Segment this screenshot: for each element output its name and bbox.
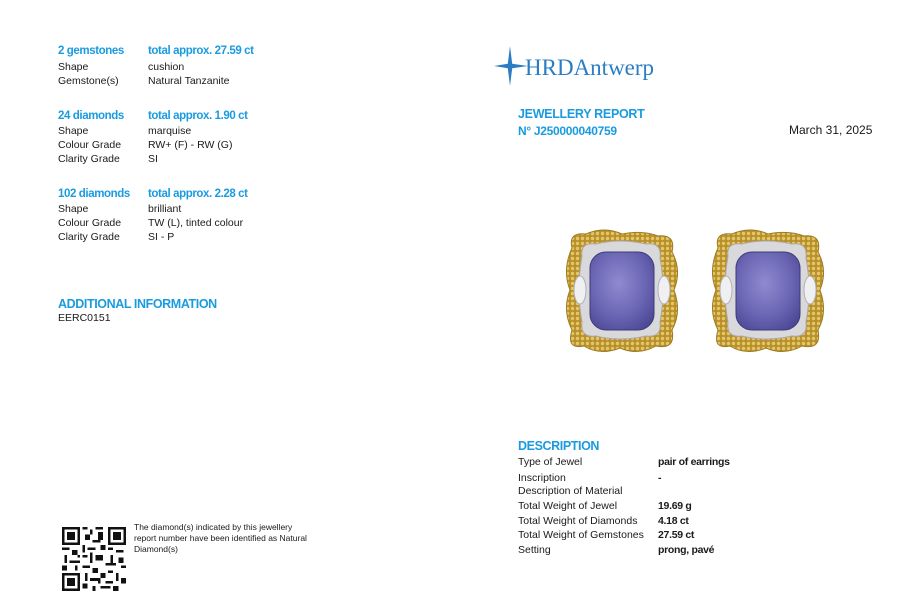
- logo-hrd: HRD: [525, 55, 574, 80]
- natural-diamond-note: The diamond(s) indicated by this jewellery report number have been identified as Natural Diamond(s): [134, 522, 307, 554]
- row-label: Clarity Grade: [58, 153, 120, 165]
- gemstones-total: total approx. 27.59 ct: [148, 45, 254, 57]
- gemstones-heading: [58, 45, 254, 57]
- gemstones-count: 2 gemstones: [58, 45, 124, 57]
- brilliant-diamonds-heading: [58, 188, 248, 200]
- description-value: 19.69 g: [658, 500, 692, 512]
- brilliant-count: 102 diamonds: [58, 188, 130, 200]
- additional-info-title: ADDITIONAL INFORMATION: [58, 297, 217, 311]
- row-label: Colour Grade: [58, 139, 122, 151]
- description-label: Description of Material: [518, 485, 623, 497]
- svg-text:HRDAntwerp: [525, 55, 654, 80]
- report-date: March 31, 2025: [789, 123, 873, 137]
- description-value: 27.59 ct: [658, 529, 695, 541]
- row-value: brilliant: [148, 203, 182, 215]
- description-label: Total Weight of Diamonds: [518, 515, 638, 527]
- description-label: Type of Jewel: [518, 456, 583, 468]
- row-value: marquise: [148, 125, 192, 137]
- description-value: -: [658, 472, 662, 484]
- description-label: Setting: [518, 544, 551, 556]
- hrd-antwerp-logo: [494, 44, 674, 88]
- marquise-total: total approx. 1.90 ct: [148, 110, 248, 122]
- row-label: Shape: [58, 203, 89, 215]
- description-value: prong, pavé: [658, 544, 715, 556]
- star-icon: [494, 46, 528, 86]
- left-earring: [566, 230, 677, 352]
- earrings-photo: [560, 226, 830, 358]
- row-value: RW+ (F) - RW (G): [148, 139, 233, 151]
- report-number: N° J250000040759: [518, 124, 617, 138]
- description-title: DESCRIPTION: [518, 439, 600, 453]
- row-label: Clarity Grade: [58, 231, 120, 243]
- description-label: Total Weight of Gemstones: [518, 529, 644, 541]
- description-value: pair of earrings: [658, 456, 730, 468]
- logo-antwerp: Antwerp: [573, 55, 655, 80]
- row-label: Shape: [58, 125, 89, 137]
- marquise-diamonds-heading: [58, 110, 248, 122]
- row-value: SI: [148, 153, 158, 165]
- row-label: Gemstone(s): [58, 75, 119, 87]
- row-label: Shape: [58, 61, 89, 73]
- description-value: 4.18 ct: [658, 515, 689, 527]
- additional-info-code: EERC0151: [58, 312, 111, 324]
- row-value: Natural Tanzanite: [148, 75, 230, 87]
- row-value: TW (L), tinted colour: [148, 217, 244, 229]
- description-label: Inscription: [518, 472, 566, 484]
- right-earring: [712, 230, 823, 352]
- description-label: Total Weight of Jewel: [518, 500, 618, 512]
- row-value: cushion: [148, 61, 185, 73]
- qr-code-icon[interactable]: [62, 527, 126, 591]
- row-value: SI - P: [148, 231, 175, 243]
- marquise-count: 24 diamonds: [58, 110, 124, 122]
- brilliant-total: total approx. 2.28 ct: [148, 188, 248, 200]
- row-label: Colour Grade: [58, 217, 122, 229]
- report-title: JEWELLERY REPORT: [518, 107, 645, 121]
